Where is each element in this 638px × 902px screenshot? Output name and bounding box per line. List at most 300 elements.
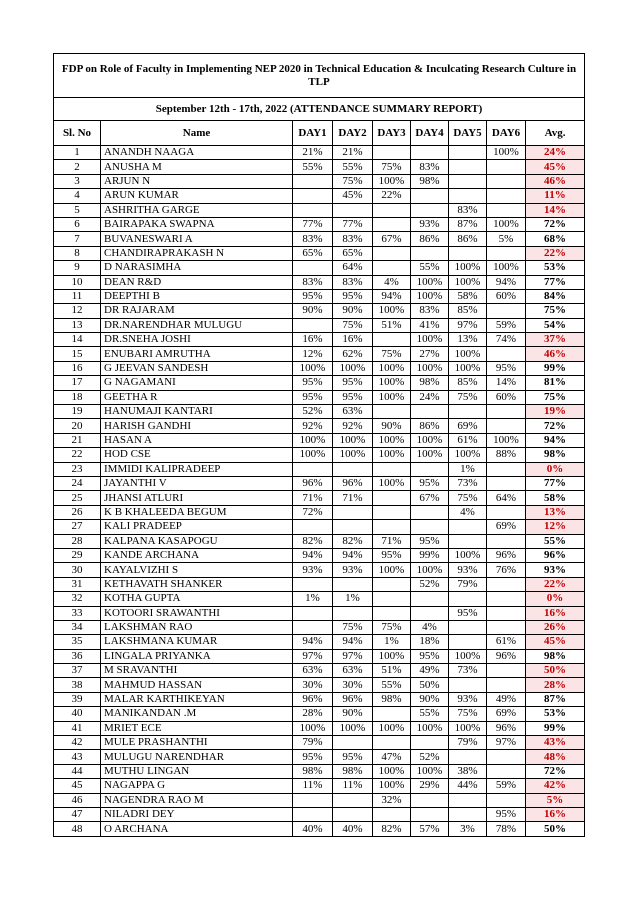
day3-cell: 55%: [373, 678, 411, 692]
day6-cell: [487, 592, 526, 606]
day5-cell: 100%: [449, 548, 487, 562]
avg-cell: 72%: [526, 217, 585, 231]
day3-cell: 51%: [373, 318, 411, 332]
name-cell: DEAN R&D: [101, 275, 293, 289]
day2-cell: 90%: [333, 304, 373, 318]
day5-cell: 75%: [449, 390, 487, 404]
day3-cell: 100%: [373, 721, 411, 735]
day1-cell: 72%: [293, 505, 333, 519]
day3-cell: [373, 606, 411, 620]
day6-cell: [487, 620, 526, 634]
avg-cell: 46%: [526, 174, 585, 188]
table-row: [54, 793, 585, 807]
day4-cell: 95%: [411, 649, 449, 663]
sl-no-cell: 14: [54, 333, 101, 347]
avg-cell: 68%: [526, 232, 585, 246]
day2-cell: 95%: [333, 750, 373, 764]
table-row: [54, 764, 585, 778]
day1-cell: 65%: [293, 246, 333, 260]
avg-cell: 50%: [526, 664, 585, 678]
table-row: [54, 405, 585, 419]
table-row: [54, 807, 585, 821]
avg-cell: 28%: [526, 678, 585, 692]
day1-cell: [293, 577, 333, 591]
day3-cell: [373, 577, 411, 591]
day6-cell: 95%: [487, 361, 526, 375]
day6-cell: 95%: [487, 807, 526, 821]
sl-no-cell: 24: [54, 476, 101, 490]
avg-cell: 72%: [526, 419, 585, 433]
col-header-avg: Avg.: [526, 121, 585, 146]
day1-cell: 95%: [293, 390, 333, 404]
day6-cell: [487, 476, 526, 490]
table-row: [54, 232, 585, 246]
day4-cell: 100%: [411, 764, 449, 778]
day1-cell: 90%: [293, 304, 333, 318]
name-cell: MRIET ECE: [101, 721, 293, 735]
day4-cell: 100%: [411, 721, 449, 735]
day4-cell: 95%: [411, 476, 449, 490]
day4-cell: [411, 736, 449, 750]
day6-cell: [487, 750, 526, 764]
table-row: [54, 174, 585, 188]
day1-cell: 1%: [293, 592, 333, 606]
table-row: [54, 246, 585, 260]
day1-cell: [293, 462, 333, 476]
day6-cell: 100%: [487, 433, 526, 447]
sl-no-cell: 26: [54, 505, 101, 519]
sl-no-cell: 1: [54, 146, 101, 160]
day3-cell: [373, 520, 411, 534]
day2-cell: 83%: [333, 232, 373, 246]
day2-cell: [333, 505, 373, 519]
day3-cell: 100%: [373, 376, 411, 390]
table-row: [54, 448, 585, 462]
day3-cell: 100%: [373, 764, 411, 778]
day4-cell: 100%: [411, 289, 449, 303]
avg-cell: 93%: [526, 563, 585, 577]
day6-cell: [487, 203, 526, 217]
day3-cell: 32%: [373, 793, 411, 807]
day3-cell: [373, 707, 411, 721]
day6-cell: 60%: [487, 390, 526, 404]
day1-cell: 77%: [293, 217, 333, 231]
day1-cell: 93%: [293, 563, 333, 577]
day5-cell: [449, 750, 487, 764]
name-cell: MANIKANDAN .M: [101, 707, 293, 721]
day3-cell: 100%: [373, 476, 411, 490]
day3-cell: [373, 491, 411, 505]
sl-no-cell: 41: [54, 721, 101, 735]
table-row: [54, 520, 585, 534]
day3-cell: [373, 246, 411, 260]
day5-cell: [449, 793, 487, 807]
day1-cell: 97%: [293, 649, 333, 663]
day2-cell: 95%: [333, 390, 373, 404]
day5-cell: 93%: [449, 692, 487, 706]
sl-no-cell: 22: [54, 448, 101, 462]
day5-cell: [449, 520, 487, 534]
col-header-name: Name: [101, 121, 293, 146]
name-cell: KETHAVATH SHANKER: [101, 577, 293, 591]
avg-cell: 96%: [526, 548, 585, 562]
avg-cell: 50%: [526, 822, 585, 836]
day6-cell: 64%: [487, 491, 526, 505]
day6-cell: [487, 347, 526, 361]
sl-no-cell: 13: [54, 318, 101, 332]
day6-cell: 59%: [487, 318, 526, 332]
name-cell: CHANDIRAPRAKASH N: [101, 246, 293, 260]
sl-no-cell: 47: [54, 807, 101, 821]
day1-cell: 96%: [293, 692, 333, 706]
day2-cell: 30%: [333, 678, 373, 692]
day2-cell: [333, 793, 373, 807]
day6-cell: 5%: [487, 232, 526, 246]
day4-cell: 86%: [411, 419, 449, 433]
day4-cell: 100%: [411, 361, 449, 375]
avg-cell: 11%: [526, 189, 585, 203]
day4-cell: 100%: [411, 563, 449, 577]
name-cell: D NARASIMHA: [101, 261, 293, 275]
day5-cell: 83%: [449, 203, 487, 217]
day6-cell: 49%: [487, 692, 526, 706]
day2-cell: 40%: [333, 822, 373, 836]
day5-cell: 100%: [449, 361, 487, 375]
name-cell: BAIRAPAKA SWAPNA: [101, 217, 293, 231]
day2-cell: 65%: [333, 246, 373, 260]
day5-cell: 100%: [449, 347, 487, 361]
day4-cell: [411, 405, 449, 419]
table-row: [54, 606, 585, 620]
table-row: [54, 707, 585, 721]
day1-cell: 94%: [293, 548, 333, 562]
avg-cell: 53%: [526, 707, 585, 721]
sl-no-cell: 9: [54, 261, 101, 275]
day1-cell: [293, 189, 333, 203]
day3-cell: 100%: [373, 563, 411, 577]
day6-cell: [487, 246, 526, 260]
avg-cell: 75%: [526, 304, 585, 318]
avg-cell: 77%: [526, 476, 585, 490]
avg-cell: 24%: [526, 146, 585, 160]
table-row: [54, 462, 585, 476]
day3-cell: 100%: [373, 304, 411, 318]
day6-cell: 61%: [487, 635, 526, 649]
avg-cell: 45%: [526, 160, 585, 174]
day1-cell: [293, 520, 333, 534]
name-cell: DR RAJARAM: [101, 304, 293, 318]
day4-cell: 27%: [411, 347, 449, 361]
sl-no-cell: 32: [54, 592, 101, 606]
sl-no-cell: 34: [54, 620, 101, 634]
day6-cell: 88%: [487, 448, 526, 462]
day5-cell: [449, 534, 487, 548]
sl-no-cell: 25: [54, 491, 101, 505]
day2-cell: 77%: [333, 217, 373, 231]
day1-cell: 11%: [293, 779, 333, 793]
day5-cell: [449, 174, 487, 188]
day3-cell: 100%: [373, 361, 411, 375]
day3-cell: 4%: [373, 275, 411, 289]
day2-cell: 62%: [333, 347, 373, 361]
day2-cell: 75%: [333, 318, 373, 332]
avg-cell: 75%: [526, 390, 585, 404]
day5-cell: 1%: [449, 462, 487, 476]
name-cell: ARUN KUMAR: [101, 189, 293, 203]
day2-cell: 96%: [333, 692, 373, 706]
day4-cell: 83%: [411, 304, 449, 318]
table-row: [54, 491, 585, 505]
day1-cell: [293, 807, 333, 821]
day5-cell: 69%: [449, 419, 487, 433]
day4-cell: 83%: [411, 160, 449, 174]
day6-cell: 96%: [487, 649, 526, 663]
avg-cell: 0%: [526, 462, 585, 476]
table-row: [54, 203, 585, 217]
day2-cell: 97%: [333, 649, 373, 663]
day2-cell: [333, 462, 373, 476]
name-cell: KOTOORI SRAWANTHI: [101, 606, 293, 620]
day3-cell: 95%: [373, 548, 411, 562]
name-cell: HASAN A: [101, 433, 293, 447]
day5-cell: [449, 146, 487, 160]
day3-cell: 100%: [373, 649, 411, 663]
day4-cell: [411, 606, 449, 620]
day4-cell: 49%: [411, 664, 449, 678]
sl-no-cell: 3: [54, 174, 101, 188]
col-header-day2: DAY2: [333, 121, 373, 146]
sl-no-cell: 37: [54, 664, 101, 678]
day3-cell: 47%: [373, 750, 411, 764]
sl-no-cell: 31: [54, 577, 101, 591]
day1-cell: 100%: [293, 721, 333, 735]
day1-cell: 100%: [293, 361, 333, 375]
day3-cell: 75%: [373, 160, 411, 174]
day6-cell: 76%: [487, 563, 526, 577]
day5-cell: 58%: [449, 289, 487, 303]
day1-cell: 83%: [293, 232, 333, 246]
name-cell: MAHMUD HASSAN: [101, 678, 293, 692]
day3-cell: 67%: [373, 232, 411, 246]
name-cell: BUVANESWARI A: [101, 232, 293, 246]
day1-cell: 83%: [293, 275, 333, 289]
day1-cell: [293, 793, 333, 807]
table-row: [54, 721, 585, 735]
avg-cell: 99%: [526, 721, 585, 735]
day3-cell: 71%: [373, 534, 411, 548]
name-cell: HANUMAJI KANTARI: [101, 405, 293, 419]
col-header-day1: DAY1: [293, 121, 333, 146]
day1-cell: 92%: [293, 419, 333, 433]
day1-cell: [293, 318, 333, 332]
day6-cell: 97%: [487, 736, 526, 750]
avg-cell: 87%: [526, 692, 585, 706]
sl-no-cell: 33: [54, 606, 101, 620]
day5-cell: 3%: [449, 822, 487, 836]
day4-cell: [411, 203, 449, 217]
name-cell: MULUGU NARENDHAR: [101, 750, 293, 764]
day1-cell: 21%: [293, 146, 333, 160]
day1-cell: [293, 203, 333, 217]
day2-cell: 92%: [333, 419, 373, 433]
table-row: [54, 548, 585, 562]
table-row: [54, 289, 585, 303]
table-row: [54, 736, 585, 750]
day5-cell: 86%: [449, 232, 487, 246]
day5-cell: 79%: [449, 577, 487, 591]
day1-cell: 28%: [293, 707, 333, 721]
attendance-report: [53, 53, 584, 837]
day3-cell: [373, 261, 411, 275]
name-cell: K B KHALEEDA BEGUM: [101, 505, 293, 519]
avg-cell: 45%: [526, 635, 585, 649]
avg-cell: 43%: [526, 736, 585, 750]
avg-cell: 19%: [526, 405, 585, 419]
day5-cell: 100%: [449, 649, 487, 663]
day3-cell: 75%: [373, 620, 411, 634]
day3-cell: 100%: [373, 779, 411, 793]
day6-cell: [487, 577, 526, 591]
day4-cell: 98%: [411, 174, 449, 188]
day1-cell: 30%: [293, 678, 333, 692]
sl-no-cell: 45: [54, 779, 101, 793]
day3-cell: 51%: [373, 664, 411, 678]
avg-cell: 81%: [526, 376, 585, 390]
name-cell: LINGALA PRIYANKA: [101, 649, 293, 663]
day5-cell: [449, 678, 487, 692]
avg-cell: 58%: [526, 491, 585, 505]
day2-cell: 63%: [333, 664, 373, 678]
table-row: [54, 692, 585, 706]
name-cell: KALI PRADEEP: [101, 520, 293, 534]
day1-cell: 94%: [293, 635, 333, 649]
day4-cell: [411, 505, 449, 519]
day4-cell: [411, 793, 449, 807]
day4-cell: [411, 592, 449, 606]
table-row: [54, 563, 585, 577]
day1-cell: 55%: [293, 160, 333, 174]
day5-cell: 13%: [449, 333, 487, 347]
sl-no-cell: 36: [54, 649, 101, 663]
sl-no-cell: 29: [54, 548, 101, 562]
table-row: [54, 476, 585, 490]
day5-cell: 100%: [449, 261, 487, 275]
sl-no-cell: 44: [54, 764, 101, 778]
report-title: FDP on Role of Faculty in Implementing NEP 2020 in Technical Education & Inculcating Research Culture in TLP: [54, 54, 585, 98]
day1-cell: 82%: [293, 534, 333, 548]
sl-no-cell: 21: [54, 433, 101, 447]
day6-cell: 96%: [487, 721, 526, 735]
day6-cell: 14%: [487, 376, 526, 390]
day6-cell: [487, 664, 526, 678]
sl-no-cell: 48: [54, 822, 101, 836]
day2-cell: [333, 203, 373, 217]
sl-no-cell: 19: [54, 405, 101, 419]
day2-cell: 83%: [333, 275, 373, 289]
day1-cell: 40%: [293, 822, 333, 836]
table-row: [54, 304, 585, 318]
table-row: [54, 678, 585, 692]
day3-cell: 22%: [373, 189, 411, 203]
day6-cell: [487, 174, 526, 188]
day5-cell: 100%: [449, 275, 487, 289]
table-row: [54, 347, 585, 361]
col-header-day4: DAY4: [411, 121, 449, 146]
avg-cell: 98%: [526, 649, 585, 663]
day3-cell: 100%: [373, 433, 411, 447]
name-cell: ASHRITHA GARGE: [101, 203, 293, 217]
day6-cell: 100%: [487, 217, 526, 231]
name-cell: IMMIDI KALIPRADEEP: [101, 462, 293, 476]
day2-cell: 96%: [333, 476, 373, 490]
day4-cell: [411, 807, 449, 821]
day6-cell: [487, 304, 526, 318]
day6-cell: 60%: [487, 289, 526, 303]
sl-no-cell: 40: [54, 707, 101, 721]
day1-cell: 79%: [293, 736, 333, 750]
sl-no-cell: 28: [54, 534, 101, 548]
day2-cell: 90%: [333, 707, 373, 721]
table-row: [54, 376, 585, 390]
table-row: [54, 390, 585, 404]
day6-cell: [487, 678, 526, 692]
name-cell: HOD CSE: [101, 448, 293, 462]
day4-cell: 90%: [411, 692, 449, 706]
day4-cell: [411, 189, 449, 203]
day5-cell: 100%: [449, 448, 487, 462]
day1-cell: [293, 174, 333, 188]
table-row: [54, 620, 585, 634]
day4-cell: 4%: [411, 620, 449, 634]
day4-cell: 50%: [411, 678, 449, 692]
name-cell: KANDE ARCHANA: [101, 548, 293, 562]
day5-cell: [449, 620, 487, 634]
table-row: [54, 750, 585, 764]
day6-cell: [487, 462, 526, 476]
day6-cell: 96%: [487, 548, 526, 562]
day6-cell: 74%: [487, 333, 526, 347]
avg-cell: 84%: [526, 289, 585, 303]
day1-cell: 96%: [293, 476, 333, 490]
sl-no-cell: 6: [54, 217, 101, 231]
day1-cell: [293, 606, 333, 620]
sl-no-cell: 4: [54, 189, 101, 203]
table-row: [54, 189, 585, 203]
col-header-day3: DAY3: [373, 121, 411, 146]
avg-cell: 14%: [526, 203, 585, 217]
table-row: [54, 577, 585, 591]
name-cell: LAKSHMANA KUMAR: [101, 635, 293, 649]
avg-cell: 55%: [526, 534, 585, 548]
day2-cell: 100%: [333, 721, 373, 735]
day6-cell: 100%: [487, 261, 526, 275]
avg-cell: 48%: [526, 750, 585, 764]
day2-cell: 98%: [333, 764, 373, 778]
name-cell: DEEPTHI B: [101, 289, 293, 303]
table-row: [54, 261, 585, 275]
table-row: [54, 822, 585, 836]
day5-cell: 61%: [449, 433, 487, 447]
day1-cell: [293, 261, 333, 275]
column-header-row: [54, 121, 585, 146]
table-row: [54, 664, 585, 678]
day4-cell: 93%: [411, 217, 449, 231]
day3-cell: [373, 405, 411, 419]
avg-cell: 94%: [526, 433, 585, 447]
day2-cell: 11%: [333, 779, 373, 793]
day1-cell: 12%: [293, 347, 333, 361]
day1-cell: 95%: [293, 750, 333, 764]
